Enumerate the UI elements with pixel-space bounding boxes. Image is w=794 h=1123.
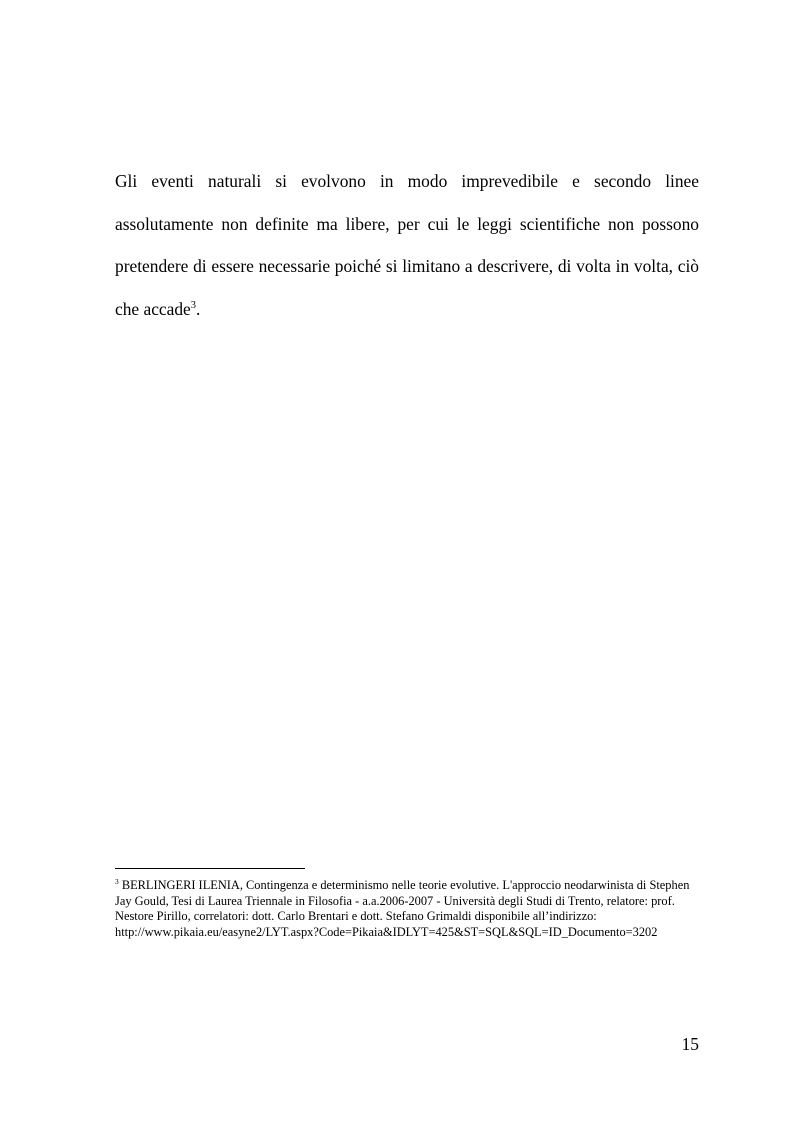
footnote-url[interactable]: http://www.pikaia.eu/easyne2/LYT.aspx?Code=Pikaia&IDLYT=425&ST=SQL&SQL=ID_Documento=3202 bbox=[115, 924, 658, 939]
footnote bbox=[115, 878, 699, 940]
body-paragraph bbox=[115, 160, 699, 330]
footnote-marker: 3 bbox=[115, 876, 119, 886]
footnote-text: BERLINGERI ILENIA, Contingenza e determinismo nelle teorie evolutive. L'approccio neodarwinista di Stephen Jay Gould, Tesi di Laurea Triennale in Filosofia - a.a.2006-2007 - Università degli Studi di Trento, relatore: prof. Nestore Pirillo, correlatori: dott. Carlo Brentari e dott. Stefano Grimaldi disponibile all’indirizzo: bbox=[115, 878, 690, 923]
footnote-reference[interactable]: 3 bbox=[190, 299, 196, 311]
body-paragraph-end: . bbox=[196, 298, 201, 319]
page-number: 15 bbox=[681, 1034, 699, 1054]
footnote-separator bbox=[115, 868, 305, 869]
body-paragraph-text: Gli eventi naturali si evolvono in modo imprevedibile e secondo linee assolutamente non definite ma libere, per cui le leggi scientifiche non possono pretendere di essere necessarie poiché si limitano a descrivere, di volta in volta, ciò che accade bbox=[115, 171, 699, 319]
